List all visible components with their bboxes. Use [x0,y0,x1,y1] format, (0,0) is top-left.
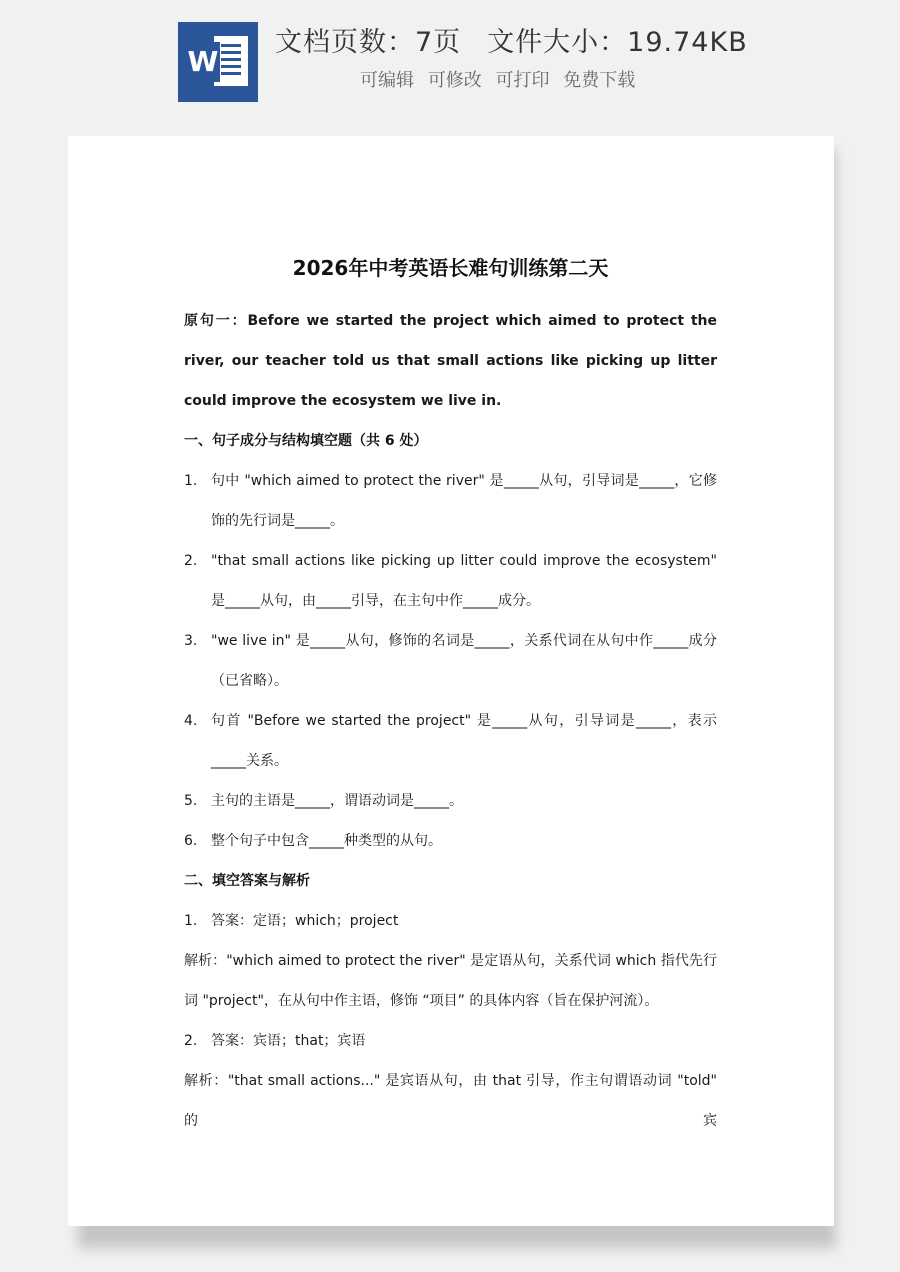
feature-editable: 可编辑 [360,70,414,91]
question-number: 4. [184,713,198,729]
question-number: 3. [184,633,198,649]
question-text: 主句的主语是_____，谓语动词是_____。 [211,793,463,809]
answer-item [184,1021,717,1061]
feature-modifiable: 可修改 [427,70,482,91]
file-info-header [0,0,900,120]
answer-analysis: 解析："that small actions..." 是宾语从句，由 that 引导，作主句谓语动词 "told" 的宾 [184,1073,717,1129]
original-label: 原句一： [184,313,248,329]
answer-text: 答案：宾语；that；宾语 [211,1033,366,1049]
feature-free-download: 免费下载 [563,70,636,91]
answer-number: 2. [184,1033,198,1049]
section2-heading: 二、填空答案与解析 [184,873,310,889]
question-number: 2. [184,553,198,569]
question-number: 6. [184,833,198,849]
question-text: 整个句子中包含_____种类型的从句。 [211,833,442,849]
question-item [184,461,717,541]
question-item [184,701,717,781]
word-icon [178,22,258,102]
feature-printable: 可打印 [495,70,550,91]
page-title: 2026年中考英语长难句训练第二天 [292,256,609,280]
question-item [184,621,717,701]
question-text: "that small actions like picking up litter could improve the ecosystem" 是_____从句，由_____引导，在主句中作_____成分。 [211,553,717,609]
section1-heading: 一、句子成分与结构填空题（共 6 处） [184,433,428,449]
question-number: 1. [184,473,198,489]
question-item [184,541,717,621]
page-count: 文档页数：7页 [275,27,462,58]
answer-analysis: 解析："which aimed to protect the river" 是定语从句，关系代词 which 指代先行词 "project"，在从句中作主语，修饰 “项目” 的具体内容（旨在保护河流）。 [184,953,717,1009]
original-text: Before we started the project which aimed to protect the river, our teacher told us that small actions like picking up litter could improve the ecosystem we live in. [184,313,717,409]
feature-list [360,66,643,92]
question-item [184,821,717,861]
answer-item [184,901,717,941]
file-size: 文件大小：19.74KB [487,27,748,58]
document-page [68,136,834,1226]
answer-number: 1. [184,913,198,929]
original-sentence [184,301,717,421]
question-text: 句首 "Before we started the project" 是_____从句，引导词是_____，表示_____关系。 [211,713,717,769]
question-item [184,781,717,821]
word-letter: W [186,42,220,82]
question-number: 5. [184,793,198,809]
file-meta [275,20,748,59]
question-text: 句中 "which aimed to protect the river" 是_____从句，引导词是_____，它修饰的先行词是_____。 [211,473,717,529]
question-text: "we live in" 是_____从句，修饰的名词是_____，关系代词在从句中作_____成分（已省略）。 [211,633,717,689]
answer-text: 答案：定语；which；project [211,913,399,929]
